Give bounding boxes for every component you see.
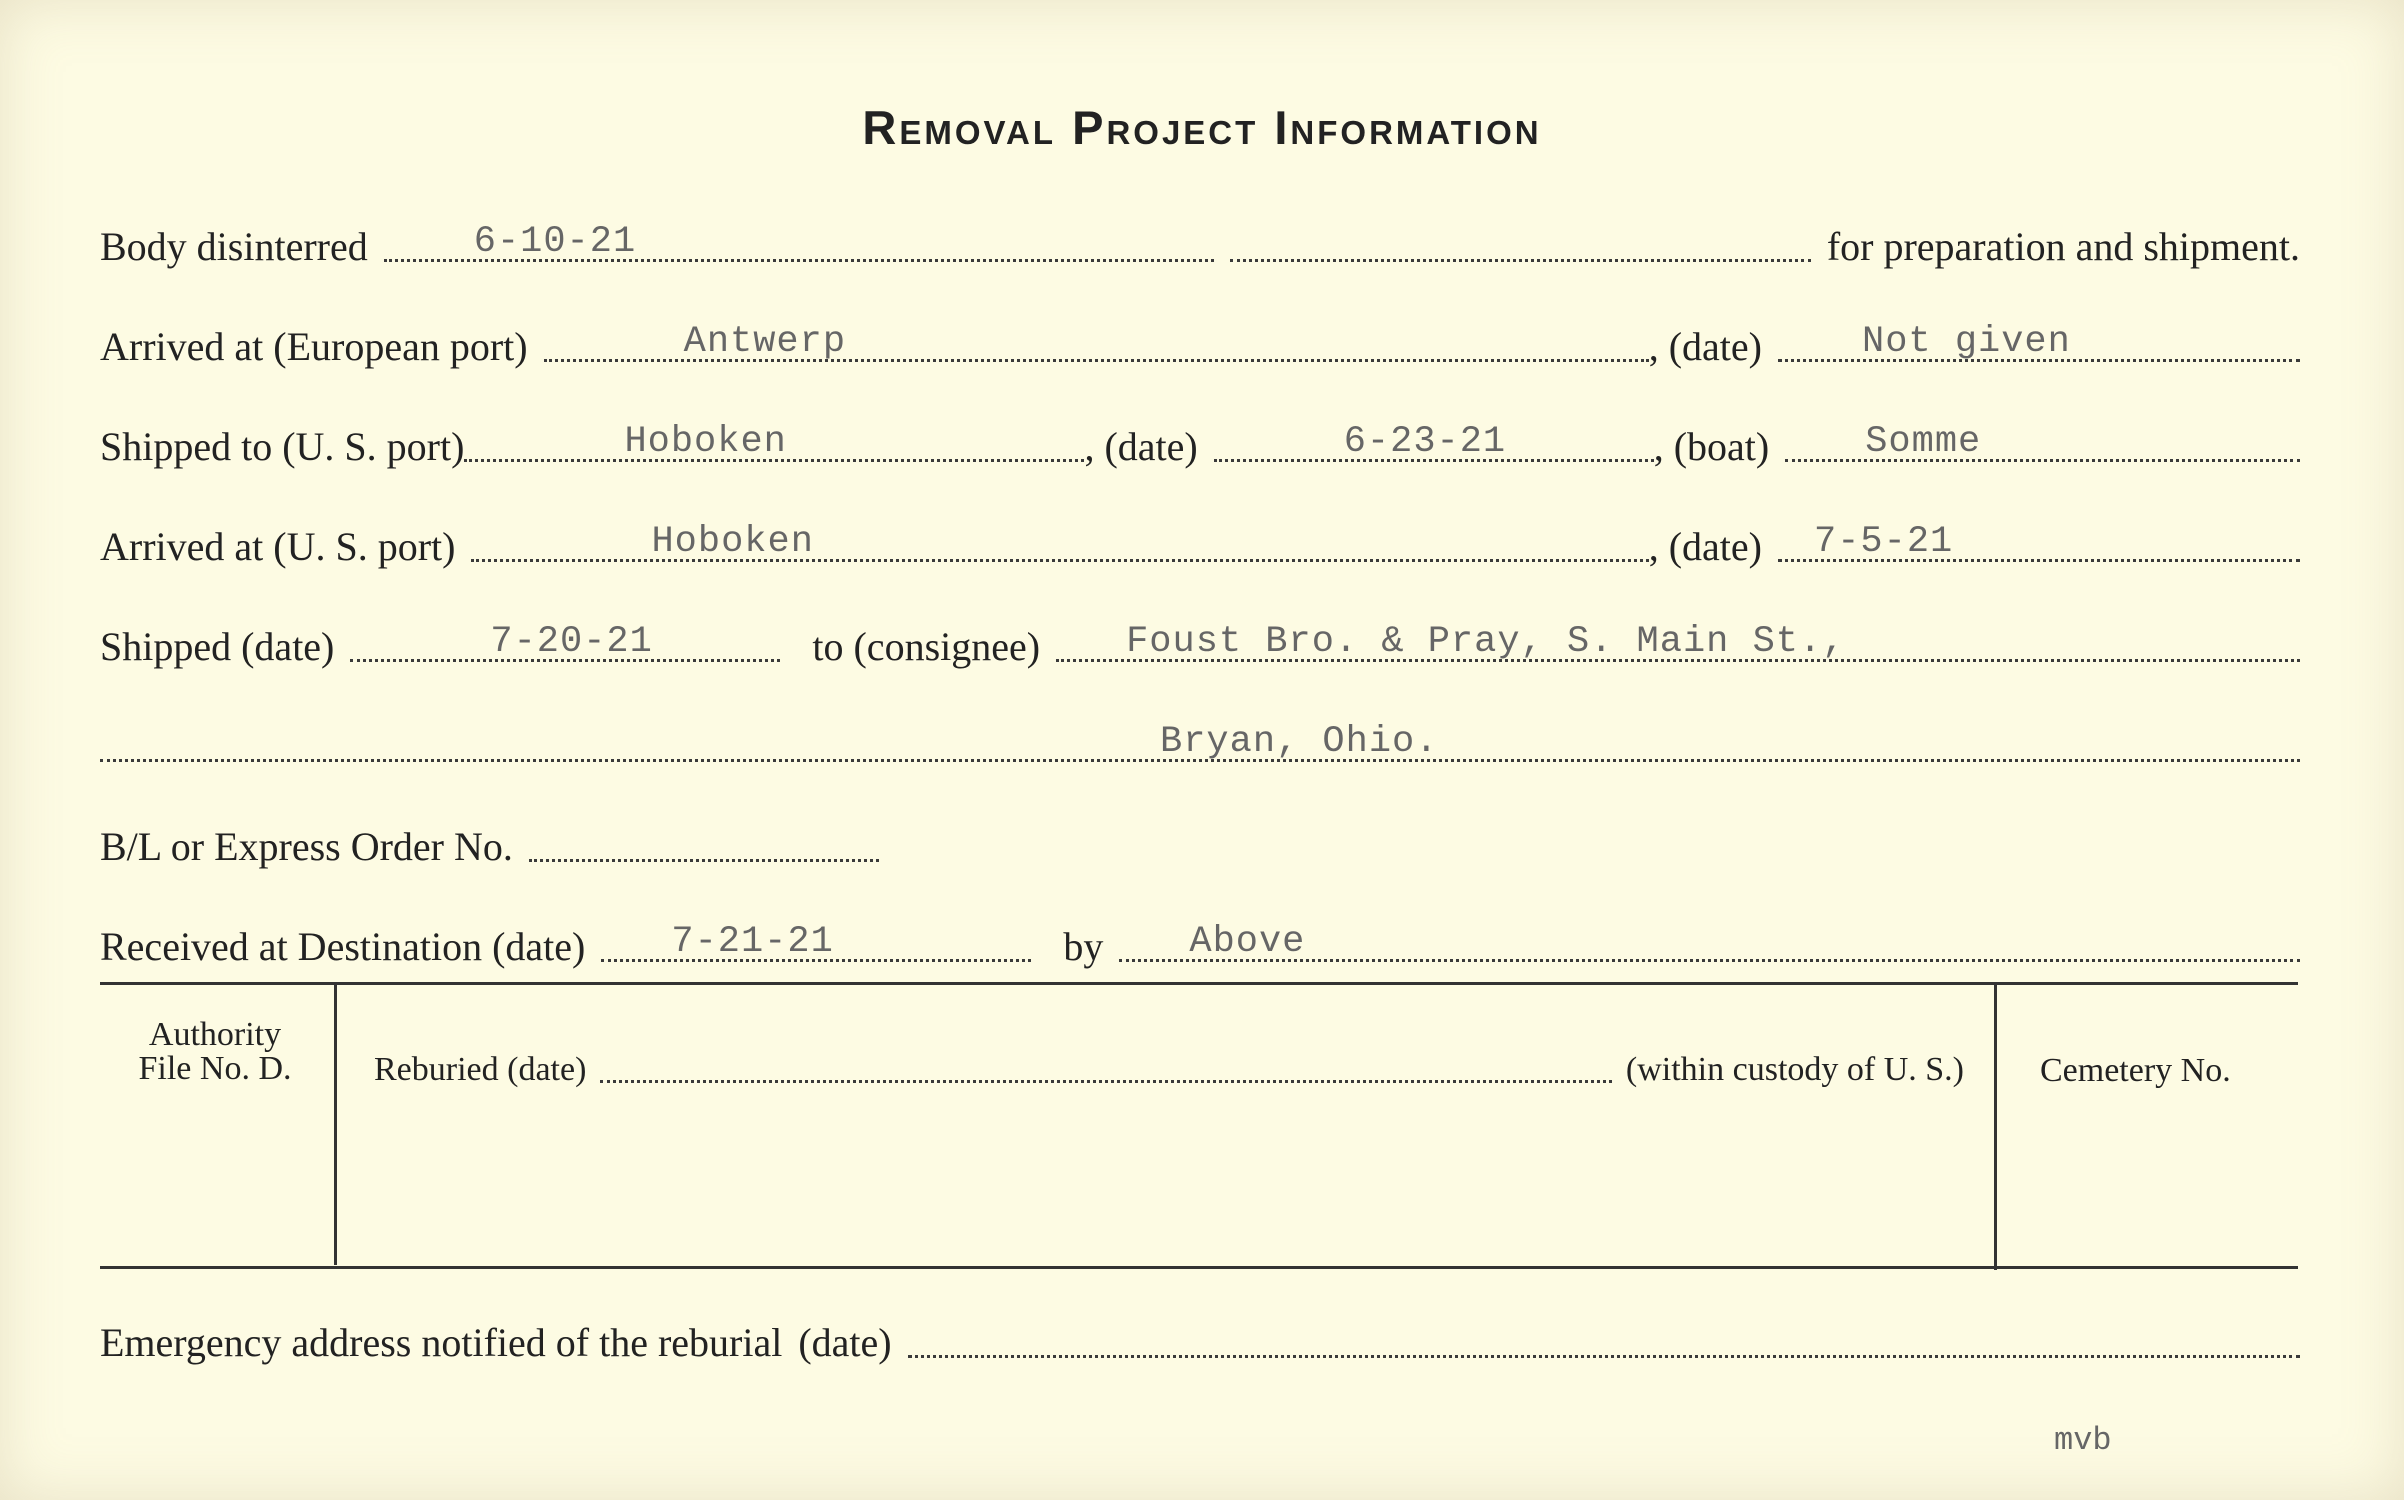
- box-left-divider: [334, 985, 337, 1265]
- bl-order-row: [100, 816, 2300, 872]
- received-by-value: Above: [1189, 921, 1306, 963]
- shipped-us-port-field[interactable]: [464, 419, 1084, 462]
- european-port-date-field[interactable]: [1778, 319, 2300, 362]
- body-disinterred-field[interactable]: [384, 219, 1214, 262]
- body-disinterred-suffix: for preparation and shipment.: [1826, 224, 2300, 269]
- reburied-date-field[interactable]: [600, 1050, 1612, 1083]
- shipped-date-value: 7-20-21: [490, 621, 653, 663]
- consignee-line1: Foust Bro. & Pray, S. Main St.,: [1126, 621, 1846, 663]
- box-top-rule: [100, 982, 2298, 985]
- custody-note: (within custody of U. S.): [1625, 1051, 1964, 1088]
- arrived-us-port-date-field[interactable]: [1778, 519, 2300, 562]
- emergency-label: Emergency address notified of the reburial: [100, 1320, 783, 1365]
- european-port-date-label: , (date): [1648, 324, 1762, 369]
- body-disinterred-row: [100, 216, 2300, 272]
- emergency-row: [100, 1312, 2300, 1368]
- consignee-label: to (consignee): [812, 624, 1041, 669]
- box-bottom-rule: [100, 1266, 2298, 1269]
- clerk-initials: mvb: [2054, 1422, 2112, 1459]
- card-title: Removal Project Information: [862, 101, 1542, 154]
- shipped-us-port-boat-label: , (boat): [1653, 424, 1770, 469]
- cemetery-label: Cemetery No.: [2040, 1052, 2231, 1089]
- consignee-field[interactable]: [1056, 619, 2300, 662]
- arrived-us-port-field[interactable]: [471, 519, 1648, 562]
- received-row: [100, 916, 2300, 972]
- emergency-date-field[interactable]: [908, 1315, 2300, 1358]
- emergency-date-label: (date): [798, 1320, 892, 1365]
- arrived-us-port-date-label: , (date): [1648, 524, 1762, 569]
- body-disinterred-label: Body disinterred: [100, 224, 368, 269]
- shipped-us-port-boat-value: Somme: [1865, 421, 1982, 463]
- arrived-us-port-value: Hoboken: [651, 521, 814, 563]
- reburied-row: [374, 1050, 1964, 1089]
- reburied-label: Reburied (date): [374, 1051, 587, 1088]
- consignee-continuation-row: [100, 716, 2300, 772]
- arrived-us-port-label: Arrived at (U. S. port): [100, 524, 456, 569]
- body-disinterred-date: 6-10-21: [473, 221, 637, 263]
- shipped-us-port-value: Hoboken: [624, 421, 787, 463]
- authority-label: [110, 1018, 320, 1086]
- arrived-us-port-date-value: 7-5-21: [1814, 521, 1954, 563]
- authority-line1: Authority: [148, 1016, 282, 1053]
- european-port-row: [100, 316, 2300, 372]
- european-port-label: Arrived at (European port): [100, 324, 528, 369]
- authority-line2: File No. D.: [138, 1050, 292, 1087]
- consignee-continuation-field[interactable]: [100, 719, 2300, 762]
- received-by-label: by: [1063, 924, 1104, 969]
- shipped-date-field[interactable]: [350, 619, 780, 662]
- box-right-divider: [1994, 985, 1997, 1270]
- shipped-us-port-boat-field[interactable]: [1785, 419, 2300, 462]
- received-date-value: 7-21-21: [671, 921, 834, 963]
- shipped-us-port-label: Shipped to (U. S. port): [100, 424, 465, 469]
- european-port-value: Antwerp: [683, 321, 847, 363]
- body-disinterred-extra-field[interactable]: [1230, 219, 1811, 262]
- shipped-us-port-date-label: , (date): [1084, 424, 1198, 469]
- european-port-date-value: Not given: [1862, 321, 2071, 363]
- consignee-line2: Bryan, Ohio.: [1160, 721, 1439, 763]
- received-label: Received at Destination (date): [100, 924, 586, 969]
- european-port-field[interactable]: [544, 319, 1649, 362]
- shipped-row: [100, 616, 2300, 672]
- shipped-us-port-date-field[interactable]: [1214, 419, 1654, 462]
- arrived-us-port-row: [100, 516, 2300, 572]
- bl-order-label: B/L or Express Order No.: [100, 824, 513, 869]
- received-by-field[interactable]: [1119, 919, 2300, 962]
- shipped-us-port-row: [100, 416, 2300, 472]
- shipped-date-label: Shipped (date): [100, 624, 335, 669]
- shipped-us-port-date-value: 6-23-21: [1343, 421, 1507, 463]
- received-date-field[interactable]: [601, 919, 1031, 962]
- bl-order-field[interactable]: [529, 819, 879, 862]
